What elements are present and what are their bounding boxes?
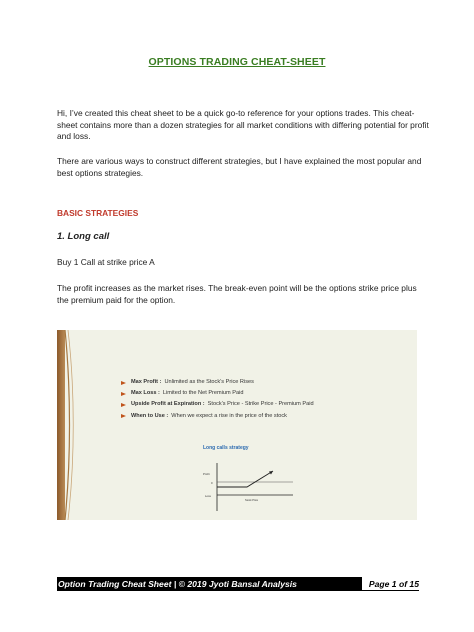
- strategy-instruction: Buy 1 Call at strike price A: [57, 257, 155, 267]
- payoff-diagram-title: Long calls strategy: [203, 445, 249, 451]
- strategy-slide-image: [57, 330, 417, 520]
- bullet-when-to-use: [121, 411, 314, 422]
- footer-copyright: Option Trading Cheat Sheet | © 2019 Jyoti Bansal Analysis: [58, 579, 297, 589]
- intro-paragraph-1: Hi, I’ve created this cheat sheet to be a quick go-to reference for your options trades. This cheat-sheet contains more than a dozen strategies for all market conditions with differing potential for profit and loss.: [57, 108, 429, 141]
- bullet-max-loss: [121, 388, 314, 399]
- bullet-max-profit: [121, 377, 314, 388]
- bullet-label: Upside Profit at Expiration :: [131, 401, 205, 408]
- intro-paragraph-2: There are various ways to construct different strategies, but I have explained the most popular and best options strategies.: [57, 156, 422, 178]
- bullet-text: When we expect a rise in the price of the stock: [171, 412, 287, 419]
- bullet-label: Max Profit :: [131, 379, 162, 385]
- document-title: OPTIONS TRADING CHEAT-SHEET: [148, 56, 326, 68]
- arrow-bullet-icon: [121, 392, 126, 396]
- payoff-line: [217, 471, 273, 487]
- loss-axis-label: Loss: [205, 494, 211, 498]
- bullet-text: Unlimited as the Stock’s Price Rises: [164, 379, 254, 385]
- zero-axis-label: 0: [211, 481, 213, 485]
- bullet-label: When to Use :: [131, 412, 169, 419]
- bullet-text: Limited to the Net Premium Paid: [162, 390, 244, 397]
- bullet-label: Max Loss :: [131, 390, 160, 397]
- bullet-upside-profit: [121, 399, 314, 410]
- strategy-description: The profit increases as the market rises. The break-even point will be the options strike price plus the premium paid for the option.: [57, 283, 417, 305]
- arrow-bullet-icon: [121, 414, 126, 418]
- arrow-bullet-icon: [121, 381, 126, 385]
- stock-price-axis-label: Stock Price: [245, 499, 259, 502]
- footer-page-number: Page 1 of 15: [362, 577, 419, 591]
- arrow-bullet-icon: [121, 403, 126, 407]
- profit-axis-label: Profit: [203, 472, 210, 476]
- slide-bullet-list: [121, 377, 314, 422]
- long-call-payoff-diagram: [181, 443, 301, 518]
- section-heading: BASIC STRATEGIES: [57, 208, 139, 218]
- strategy-heading: 1. Long call: [57, 231, 110, 242]
- bullet-text: Stock’s Price - Strike Price - Premium Paid: [207, 401, 314, 408]
